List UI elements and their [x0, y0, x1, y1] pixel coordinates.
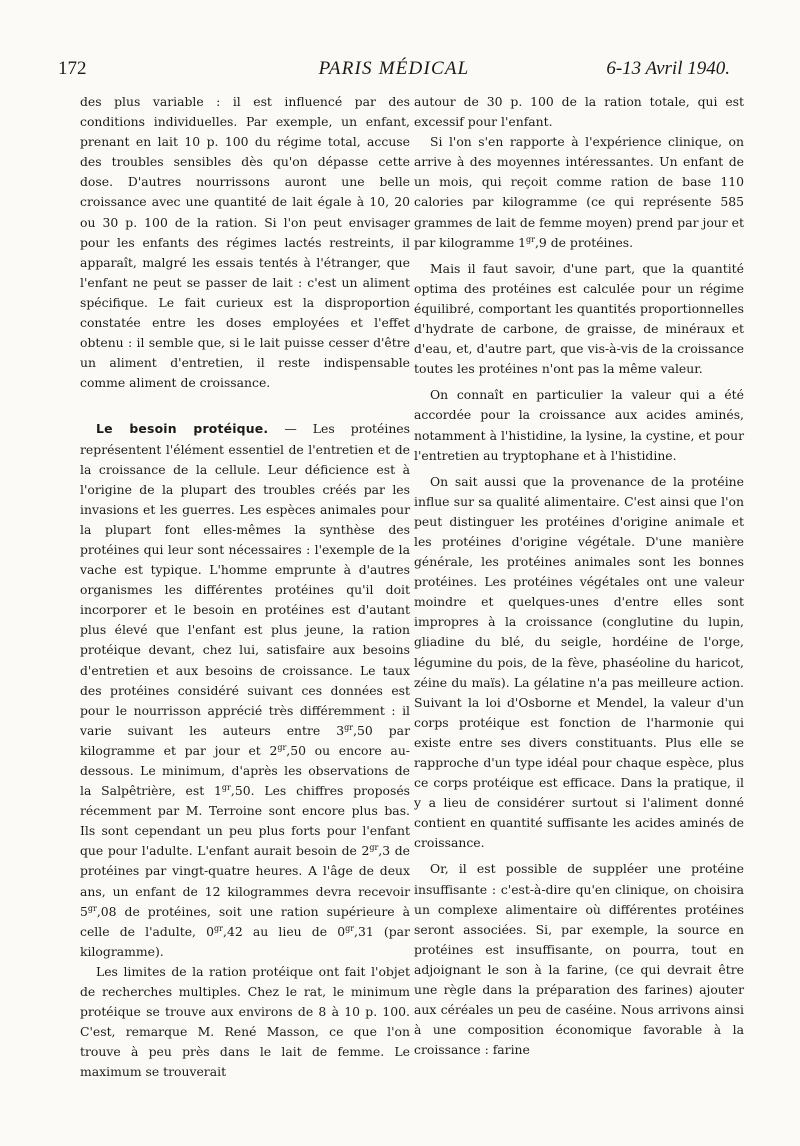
- unit-superscript: gr: [345, 923, 355, 933]
- paragraph-text: ,31 (par kilogramme).: [80, 923, 410, 959]
- unit-superscript: gr: [221, 783, 231, 793]
- unit-superscript: gr: [525, 234, 535, 244]
- paragraph: Or, il est possible de suppléer une protéine insuffisante : c'est-à-dire qu'en clinique, on choisira un complexe alimentaire où différentes protéines seront associées. Si, par exemple, la source en protéines est insuffisante, on pourra, tout en adjoignant le son à la farine, (ce qui devrait être une règle dans la préparation des farines) ajouter aux céréales un peu de caséine. Nous arrivons ainsi à une composition économique favorable à la croissance : farine: [414, 861, 744, 1058]
- paragraph: des plus variable : il est influencé par des conditions individuelles. Par exemple, un enfant, prenant en lait 10 p. 100 du régime total, accuse des troubles sensibles dès qu'on dépasse cette dose. D'autres nourrissons auront une belle croissance avec une quantité de lait égale à 10, 20 ou 30 p. 100 de la ration. Si l'on peut envisager pour les enfants des régimes lactés restreints, il apparaît, malgré les essais tentés à l'étranger, que l'enfant ne peut se passer de lait : c'est un aliment spécifique. Le fait curieux est la disproportion constatée entre les doses employées et l'effet obtenu : il semble que, si le lait puisse cesser d'être un aliment d'entretien, il reste indispensable comme aliment de croissance.: [80, 94, 410, 391]
- running-header: [58, 58, 730, 86]
- paragraph: Mais il faut savoir, d'une part, que la quantité optima des protéines est calculée pour un régime équilibré, comportant les quantités proportionnelles d'hydrate de carbone, de graisse, de minéraux et d'eau, et, d'autre part, que vis-à-vis de la croissance toutes les protéines n'ont pas la même valeur.: [414, 260, 744, 377]
- paragraph-text: — Les protéines représentent l'élément essentiel de l'entretien et de la croissance de la cellule. Leur déficience est à l'origine de la plupart des troubles créés par les invasions et les guerres. Les espèces animales pour la plupart font elles-mêmes la synthèse des protéines qui leur sont nécessaires : l'exemple de la vache est typique. L'homme emprunte à d'autres organismes les différentes protéines qu'il doit incorporer et le besoin en protéines est d'autant plus élevé que l'enfant est plus jeune, la ration protéique devant, chez lui, satisfaire aux besoins d'entretien et aux besoins de croissance. Le taux des protéines considéré suivant ces données est pour le nourrisson apprécié très différemment : il varie suivant les auteurs entre 3: [80, 421, 410, 738]
- page-number: 172: [58, 58, 87, 79]
- right-column: [414, 92, 744, 1060]
- left-column: [80, 92, 410, 1083]
- unit-superscript: gr: [369, 843, 379, 853]
- paragraph-text: ,42 au lieu de 0: [223, 923, 346, 939]
- paragraph-text: ,08 de protéines, soit une ration supérieure à celle de l'adulte, 0: [80, 903, 410, 939]
- paragraph-text: ,50 par kilogramme et par jour et 2: [80, 722, 410, 758]
- journal-title: PARIS MÉDICAL: [318, 58, 470, 79]
- issue-date: 6-13 Avril 1940.: [606, 58, 730, 79]
- paragraph-text: ,9 de protéines.: [534, 234, 634, 250]
- section-paragraph: [80, 419, 410, 962]
- paragraph: On sait aussi que la provenance de la protéine influe sur sa qualité alimentaire. C'est ainsi que l'on peut distinguer les protéines d'origine animale et les protéines d'origine végétale. D'une manière générale, les protéines animales sont les bonnes protéines. Les protéines végétales ont une valeur moindre et quelques-unes d'entre elles sont impropres à la croissance (conglutine du lupin, gliadine du blé, du seigle, hordéine de l'orge, légumine du pois, de la fève, phaséoline du haricot, zéine du maïs). La gélatine n'a pas meilleure action. Suivant la loi d'Osborne et Mendel, la valeur d'un corps protéique est fonction de l'harmonie qui existe entre ses divers constituants. Plus elle se rapproche d'un type idéal pour chaque espèce, plus ce corps protéique est efficace. Dans la pratique, il y a lieu de considérer surtout si l'aliment donné contient en quantité suffisante les acides aminés de croissance.: [414, 473, 744, 851]
- paragraph-text: Si l'on s'en rapporte à l'expérience clinique, on arrive à des moyennes intéressantes. Un enfant de un mois, qui reçoit comme ration de base 110 calories par kilogramme (ce qui représente 585 grammes de lait de femme moyen) prend par jour et par kilogramme 1: [414, 134, 744, 250]
- paragraph-text: ,50. Les chiffres proposés récemment par M. Terroine sont encore plus bas. Ils sont cependant un peu plus forts pour l'enfant que pour l'adulte. L'enfant aurait besoin de 2: [80, 783, 411, 859]
- paragraph: On connaît en particulier la valeur qui a été accordée pour la croissance aux acides aminés, notamment à l'histidine, la lysine, la cystine, et pour l'entretien au tryptophane et à l'histidine.: [414, 387, 744, 463]
- unit-superscript: gr: [214, 923, 223, 933]
- unit-superscript: gr: [277, 742, 287, 752]
- unit-superscript: gr: [344, 722, 354, 732]
- paragraph-text: ,50 ou encore au-dessous. Le minimum, d'après les observations de la Salpêtrière, est 1: [80, 742, 410, 799]
- paragraph-text: ,3 de protéines par vingt-quatre heures. A l'âge de deux ans, un enfant de 12 kilogrammes devra recevoir 5: [80, 843, 410, 919]
- section-heading: Le besoin protéique.: [96, 421, 269, 437]
- paragraph: [414, 132, 744, 253]
- paragraph: autour de 30 p. 100 de la ration totale, qui est excessif pour l'enfant.: [414, 94, 744, 130]
- paragraph: Les limites de la ration protéique ont fait l'objet de recherches multiples. Chez le rat, le minimum protéique se trouve aux environs de 8 à 10 p. 100. C'est, remarque M. René Masson, ce que l'on trouve à peu près dans le lait de femme. Le maximum se trouverait: [80, 963, 410, 1080]
- unit-superscript: gr: [87, 903, 97, 913]
